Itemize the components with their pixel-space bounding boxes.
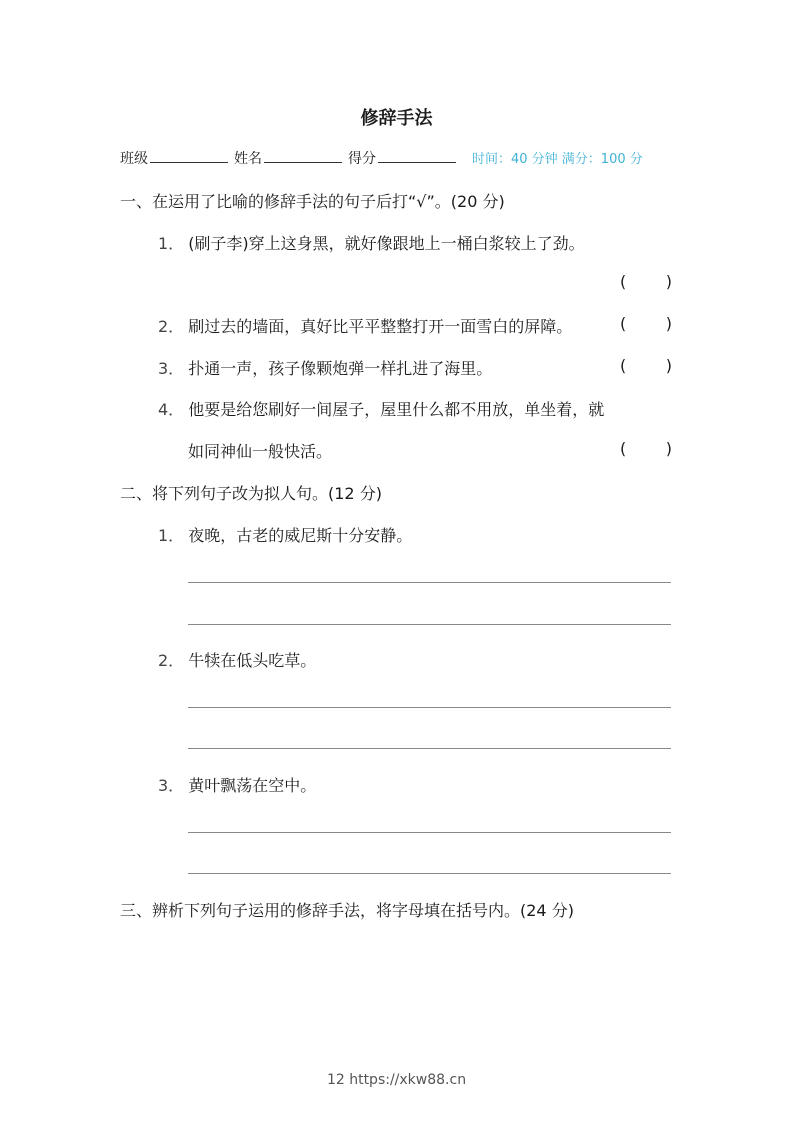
question-text: 他要是给您刷好一间屋子，屋里什么都不用放，单坐着，就 <box>188 400 605 419</box>
answer-paren-1-4[interactable]: ( ) <box>620 439 672 458</box>
question-number: 1． <box>158 234 185 253</box>
question-text: (刷子李)穿上这身黑，就好像跟地上一桶白浆较上了劲。 <box>188 234 585 253</box>
question-number: 1． <box>158 526 185 545</box>
score-label: 得分 <box>348 151 376 167</box>
question-text: 扑通一声，孩子像颗炮弹一样扎进了海里。 <box>188 359 493 378</box>
question-number: 3． <box>158 776 185 795</box>
answer-line[interactable] <box>188 748 671 749</box>
question-1-1 <box>158 231 585 254</box>
question-1-2 <box>158 314 572 337</box>
page-footer: 12 https://xkw88.cn <box>326 1072 467 1088</box>
question-2-1 <box>158 523 412 546</box>
answer-paren-1-1[interactable]: ( ) <box>620 272 672 291</box>
section-3-heading: 三、辨析下列句子运用的修辞手法，将字母填在括号内。(24 分) <box>120 901 574 920</box>
question-2-3 <box>158 773 316 796</box>
question-number: 4． <box>158 400 185 419</box>
name-blank[interactable] <box>264 148 342 163</box>
class-label: 班级 <box>120 151 148 167</box>
answer-line[interactable] <box>188 707 671 708</box>
answer-line[interactable] <box>188 873 671 874</box>
question-1-3 <box>158 356 492 379</box>
time-note: 时间：40 分钟 满分：100 分 <box>472 152 643 167</box>
question-text: 刷过去的墙面，真好比平平整整打开一面雪白的屏障。 <box>188 317 573 336</box>
question-2-2 <box>158 648 316 671</box>
answer-paren-1-2[interactable]: ( ) <box>620 314 672 333</box>
question-number: 2． <box>158 651 185 670</box>
question-text: 牛犊在低头吃草。 <box>188 651 317 670</box>
answer-paren-1-3[interactable]: ( ) <box>620 356 672 375</box>
question-1-4 <box>158 397 604 420</box>
answer-line[interactable] <box>188 832 671 833</box>
answer-line[interactable] <box>188 624 671 625</box>
question-number: 3． <box>158 359 185 378</box>
page-title: 修辞手法 <box>360 108 433 129</box>
student-info-row <box>120 148 643 168</box>
section-1-heading: 一、在运用了比喻的修辞手法的句子后打“√”。(20 分) <box>120 192 505 211</box>
class-blank[interactable] <box>150 148 228 163</box>
name-label: 姓名 <box>234 151 262 167</box>
score-blank[interactable] <box>378 148 456 163</box>
question-number: 2． <box>158 317 185 336</box>
question-text: 黄叶飘荡在空中。 <box>188 776 317 795</box>
answer-line[interactable] <box>188 582 671 583</box>
section-2-heading: 二、将下列句子改为拟人句。(12 分) <box>120 484 382 503</box>
question-1-4-continuation: 如同神仙一般快活。 <box>188 442 333 461</box>
question-text: 夜晚，古老的威尼斯十分安静。 <box>188 526 413 545</box>
